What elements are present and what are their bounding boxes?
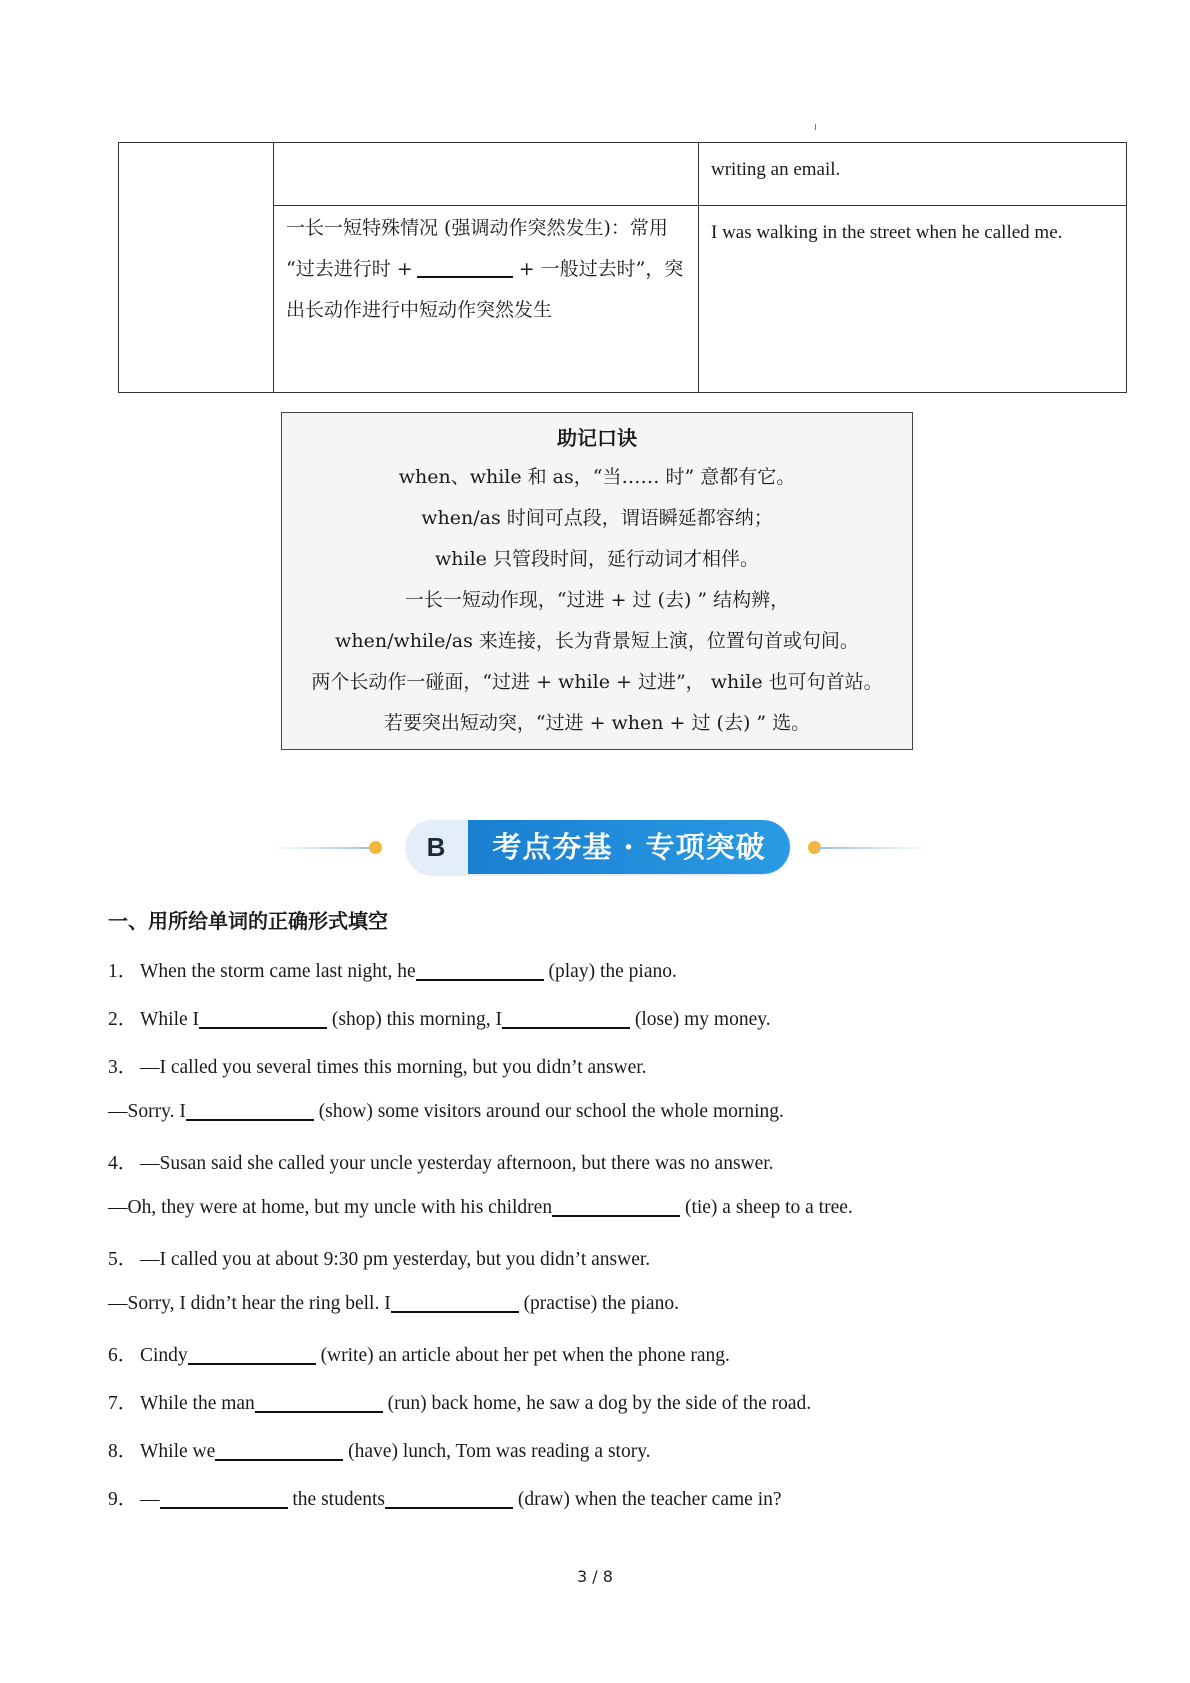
answer-blank[interactable]: [391, 1291, 519, 1313]
answer-blank[interactable]: [188, 1343, 316, 1365]
question-text: (draw) when the teacher came in?: [517, 1489, 782, 1510]
question-text: —Susan said she called your uncle yesterday afternoon, but there was no answer.: [140, 1153, 774, 1174]
mnemonic-line: when/while/as 来连接，长为背景短上演，位置句首或句间。: [335, 630, 859, 652]
answer-blank[interactable]: [552, 1195, 680, 1217]
question-5-reply: [108, 1291, 679, 1315]
answer-blank[interactable]: [417, 254, 513, 278]
table-cell-example: writing an email.: [699, 143, 1127, 206]
desc-text-a: 一长一短特殊情况 (强调动作突然发生)：常用 “过去进行时 +: [286, 217, 668, 280]
answer-blank[interactable]: [160, 1487, 288, 1509]
banner-line-left: [270, 847, 375, 849]
answer-blank[interactable]: [215, 1439, 343, 1461]
answer-blank[interactable]: [416, 959, 544, 981]
question-text: —Oh, they were at home, but my uncle with his children: [108, 1197, 553, 1218]
desc-text-b: + 一般过去时”，突出长动作进行中短动作突然发生: [286, 258, 684, 321]
question-text: —Sorry, I didn’t hear the ring bell. I: [108, 1293, 391, 1314]
banner-dot-left: [369, 841, 382, 854]
question-number: 4．: [108, 1153, 138, 1174]
question-4-reply: [108, 1195, 853, 1219]
question-text: (lose) my money.: [634, 1009, 771, 1030]
question-7: [108, 1387, 811, 1415]
answer-blank[interactable]: [255, 1391, 383, 1413]
page-number: 3 / 8: [577, 1567, 613, 1586]
answer-blank[interactable]: [199, 1007, 327, 1029]
question-text: Cindy: [140, 1345, 188, 1366]
mnemonic-line: 两个长动作一碰面，“过进 + while + 过进”， while 也可句首站。: [311, 671, 883, 693]
banner-title: 考点夯基 · 专项突破: [468, 820, 790, 874]
question-number: 7．: [108, 1393, 138, 1414]
mnemonic-title: 助记口诀: [557, 426, 637, 450]
question-text: While we: [140, 1441, 216, 1462]
banner-letter: B: [426, 832, 446, 862]
header-mark: [815, 124, 816, 130]
section-banner: [270, 818, 930, 878]
question-1: [108, 955, 677, 983]
mnemonic-line: 若要突出短动突，“过进 + when + 过 (去) ” 选。: [383, 712, 811, 734]
question-number: 5．: [108, 1249, 138, 1270]
question-text: the students: [292, 1489, 385, 1510]
question-4: [108, 1147, 774, 1175]
mnemonic-line: while 只管段时间，延行动词才相伴。: [435, 548, 759, 570]
question-3-reply: [108, 1099, 784, 1123]
question-3: [108, 1051, 647, 1079]
question-text: —I called you several times this morning, but you didn’t answer.: [140, 1057, 647, 1078]
question-text: —I called you at about 9:30 pm yesterday, but you didn’t answer.: [140, 1249, 651, 1270]
question-text: When the storm came last night, he: [140, 961, 416, 982]
mnemonic-line: 一长一短动作现，“过进 + 过 (去) ” 结构辨，: [404, 589, 790, 611]
question-number: 8．: [108, 1441, 138, 1462]
table-cell-desc: [274, 143, 699, 206]
question-6: [108, 1339, 730, 1367]
answer-blank[interactable]: [502, 1007, 630, 1029]
answer-blank[interactable]: [186, 1099, 314, 1121]
mnemonic-line: when/as 时间可点段，谓语瞬延都容纳；: [421, 507, 773, 529]
table-row: [119, 143, 1127, 206]
question-text: (shop) this morning, I: [331, 1009, 502, 1030]
section-title: 一、用所给单词的正确形式填空: [108, 909, 388, 933]
grammar-table: [118, 142, 1127, 393]
question-text: (tie) a sheep to a tree.: [684, 1197, 853, 1218]
mnemonic-line: when、while 和 as，“当…… 时” 意都有它。: [398, 466, 796, 488]
question-text: (have) lunch, Tom was reading a story.: [348, 1441, 651, 1462]
table-cell-desc: [274, 206, 699, 393]
question-number: 3．: [108, 1057, 138, 1078]
question-text: (write) an article about her pet when the phone rang.: [320, 1345, 730, 1366]
question-text: While the man: [140, 1393, 255, 1414]
question-2: [108, 1003, 771, 1031]
table-cell-example: I was walking in the street when he called me.: [699, 206, 1127, 393]
question-text: While I: [140, 1009, 200, 1030]
banner-line-right: [818, 847, 930, 849]
question-text: (show) some visitors around our school the whole morning.: [318, 1101, 784, 1122]
question-text: (run) back home, he saw a dog by the side of the road.: [387, 1393, 812, 1414]
question-number: 1．: [108, 961, 138, 982]
question-text: —: [140, 1489, 160, 1510]
question-number: 6．: [108, 1345, 138, 1366]
question-number: 2．: [108, 1009, 138, 1030]
question-text: (practise) the piano.: [523, 1293, 679, 1314]
question-text: (play) the piano.: [548, 961, 677, 982]
question-number: 9．: [108, 1489, 138, 1510]
table-cell-category: [119, 143, 274, 393]
question-8: [108, 1435, 651, 1463]
banner-pill: [406, 820, 790, 874]
question-9: [108, 1483, 782, 1511]
mnemonic-box: [281, 412, 913, 750]
question-text: —Sorry. I: [108, 1101, 186, 1122]
answer-blank[interactable]: [385, 1487, 513, 1509]
question-5: [108, 1243, 650, 1271]
